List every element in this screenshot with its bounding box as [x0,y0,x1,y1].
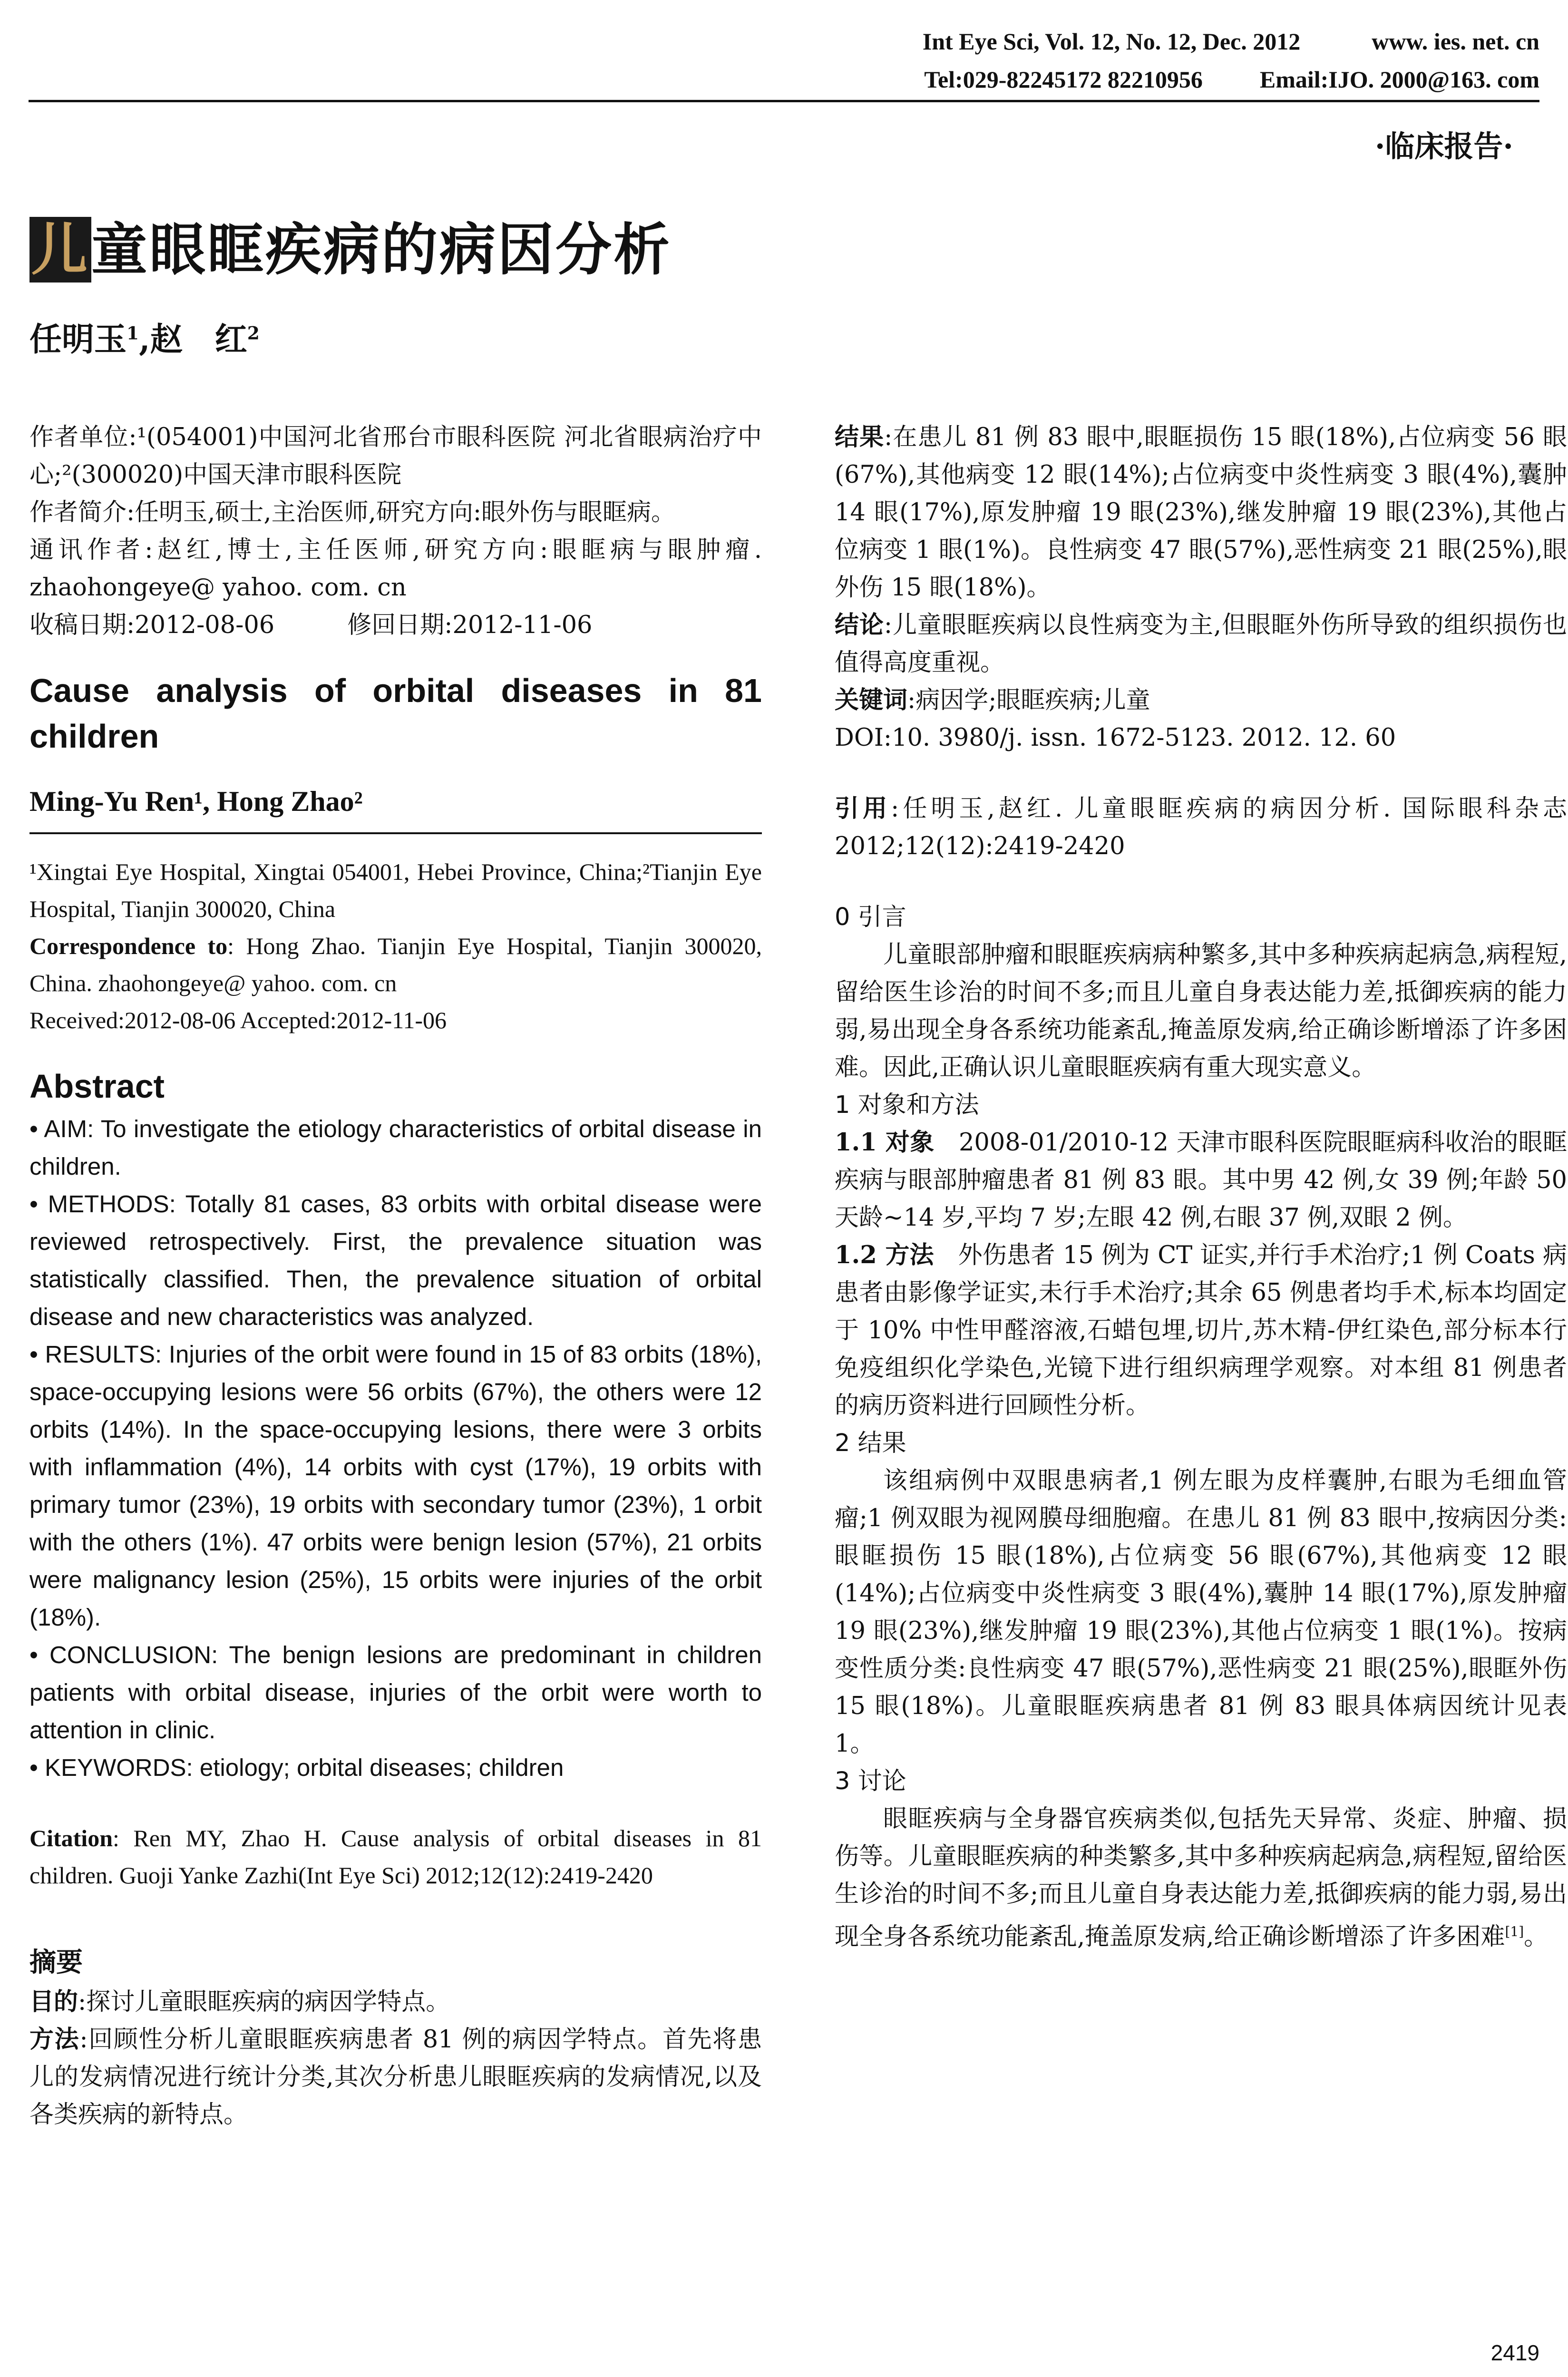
subjects-paragraph [835,1124,1567,1237]
section-tag: ·临床报告· [1374,129,1513,164]
abstract-methods: • METHODS: Totally 81 cases, 83 orbits with orbital disease were reviewed retrospectively. First, the prevalence situation was statistically classified. Then, the prevalence situation of orbital disease and new characteristics was analyzed. [29,1190,762,1330]
author-1-sup: 1 [127,322,139,344]
header-line-1 [923,28,1539,55]
aim-cn-text: :探讨儿童眼眶疾病的病因学特点。 [78,1988,450,2016]
aim-cn [29,1983,762,2021]
method-label: 1.2 方法 [835,1241,934,1269]
conclusion-cn-text: :儿童眼眶疾病以良性病变为主,但眼眶外伤所导致的组织损伤也值得高度重视。 [835,611,1567,677]
methods-cn-text: :回顾性分析儿童眼眶疾病患者 81 例的病因学特点。首先将患儿的发病情况进行统计分类,其次分析患儿眼眶疾病的发病情况,以及各类疾病的新特点。 [29,2026,762,2129]
keywords-cn [835,682,1567,719]
journal-website: www. ies. net. cn [1372,28,1539,55]
citation-label: Citation [29,1825,113,1851]
page-number: 2419 [1490,2340,1539,2365]
subjects-label: 1.1 对象 [835,1128,935,1157]
citation-text: : Ren MY, Zhao H. Cause analysis of orbital diseases in 81 children. Guoji Yanke Zazhi(Int Eye Sci) 2012;12(12):2419-2420 [29,1825,762,1889]
left-column [29,419,762,2133]
results-cn-label: 结果 [835,423,885,451]
citation-cn-text: :任明玉,赵红. 儿童眼眶疾病的病因分析. 国际眼科杂志 2012;12(12):2419-2420 [835,795,1567,860]
methods-cn [29,2021,762,2133]
subjects-text: 2008-01/2010-12 天津市眼科医院眼眶病科收治的眼眶疾病与眼部肿瘤患者 81 例 83 眼。其中男 42 例,女 39 例;年龄 50 天龄~14 岁,平均 7 岁;左眼 42 例,右眼 37 例,双眼 2 例。 [835,1129,1568,1232]
author-sep: ,赵 红 [139,321,247,359]
correspondence-label: Correspondence to [29,933,228,959]
citation-en [29,1820,762,1894]
abstract-keywords: • KEYWORDS: etiology; orbital diseases; children [29,1754,564,1781]
discussion-body [835,1800,1567,1956]
header-rule [29,100,1539,102]
title-rest: 童眼眶疾病的病因分析 [91,217,672,283]
bio-cn: 作者简介:任明玉,硕士,主治医师,研究方向:眼外伤与眼眶病。 [29,498,676,526]
correspondence-cn: 通讯作者:赵红,博士,主任医师,研究方向:眼眶病与眼肿瘤. zhaohongeye@ yahoo. com. cn [29,536,762,602]
citation-cn-label: 引用 [835,794,891,823]
abstract-conclusion: • CONCLUSION: The benign lesions are predominant in children patients with orbital disease, injuries of the orbit were worth to attention in clinic. [29,1641,762,1744]
english-correspondence [29,927,762,1002]
article-title [29,205,672,285]
conclusion-cn-label: 结论 [835,611,884,639]
journal-citation: Int Eye Sci, Vol. 12, No. 12, Dec. 2012 [922,28,1301,55]
english-title: Cause analysis of orbital diseases in 81 children [29,672,762,755]
method-text: 外伤患者 15 例为 CT 证实,并行手术治疗;1 例 Coats 病患者由影像学证实,未行手术治疗;其余 65 例患者均手术,标本均固定于 10% 中性甲醛溶液,石蜡包埋,切片,苏木精-伊红染色,部分标本行免疫组织化学染色,光镜下进行组织病理学观察。对本组 81 例患者的病历资料进行回顾性分析。 [835,1241,1568,1420]
results-body: 该组病例中双眼患病者,1 例左眼为皮样囊肿,右眼为毛细血管瘤;1 例双眼为视网膜母细胞瘤。在患儿 81 例 83 眼中,按病因分类:眼眶损伤 15 眼(18%),占位病变 56 眼(67%),其他病变 12 眼(14%);占位病变中炎性病变 3 眼(4%),囊肿 14 眼(17%),原发肿瘤 19 眼(23%),继发肿瘤 19 眼(23%),其他占位病变 1 眼(1%)。按病变性质分类:良性病变 47 眼(57%),恶性病变 21 眼(25%),眼眶外伤 15 眼(18%)。儿童眼眶疾病患者 81 例 83 眼具体病因统计见表 1。 [835,1467,1567,1758]
keywords-cn-label: 关键词 [835,686,908,714]
results-cn-text: :在患儿 81 例 83 眼中,眼眶损伤 15 眼(18%),占位病变 56 眼(67%),其他病变 12 眼(14%);占位病变中炎性病变 3 眼(4%),囊肿 14 眼(17%),原发肿瘤 19 眼(23%),继发肿瘤 19 眼(23%),其他占位病变 1 眼(1%)。良性病变 47 眼(57%),恶性病变 21 眼(25%),眼外伤 15 眼(18%)。 [835,423,1567,602]
english-affiliation: ¹Xingtai Eye Hospital, Xingtai 054001, Hebei Province, China;²Tianjin Eye Hospital, Tianjin 300020, China [29,858,762,922]
method-paragraph [835,1237,1567,1424]
results-cn [835,419,1567,606]
conclusion-cn [835,606,1567,682]
abstract-heading: Abstract [29,1068,165,1105]
english-authors: Ming-Yu Ren¹, Hong Zhao² [29,786,363,817]
methods-heading: 1 对象和方法 [835,1091,979,1119]
discussion-end: 。 [1524,1923,1549,1951]
citation-cn [835,790,1567,865]
affiliation-cn: 作者单位:¹(054001)中国河北省邢台市眼科医院 河北省眼病治疗中心;²(300020)中国天津市眼科医院 [29,423,762,489]
journal-email: Email:IJO. 2000@163. com [1259,66,1539,93]
header-line-2 [924,66,1539,93]
discussion-text: 眼眶疾病与全身器官疾病类似,包括先天异常、炎症、肿瘤、损伤等。儿童眼眶疾病的种类繁多,其中多种疾病起病急,病程短,留给医生诊治的时间不多;而且儿童自身表达能力差,抵御疾病的能力弱,易出现全身各系统功能紊乱,掩盖原发病,给正确诊断增添了许多困难 [835,1805,1567,1951]
abstract-aim: • AIM: To investigate the etiology characteristics of orbital disease in children. [29,1115,762,1180]
journal-tel: Tel:029-82245172 82210956 [924,66,1203,93]
correspondence-text: : Hong Zhao. Tianjin Eye Hospital, Tianjin 300020, China. zhaohongeye@ yahoo. com. cn [29,933,762,996]
english-dates: Received:2012-08-06 Accepted:2012-11-06 [29,1007,447,1033]
right-column [835,419,1567,1956]
authors-cn [29,314,260,360]
author-1-cn: 任明玉 [29,321,127,359]
authors-rule [29,832,762,834]
doi: DOI:10. 3980/j. issn. 1672-5123. 2012. 12. 60 [835,724,1396,752]
abstract-heading-cn: 摘要 [29,1947,83,1978]
journal-header [29,0,1539,102]
methods-cn-label: 方法 [29,2025,80,2054]
intro-body: 儿童眼部肿瘤和眼眶疾病病种繁多,其中多种疾病起病急,病程短,留给医生诊治的时间不多;而且儿童自身表达能力差,抵御疾病的能力弱,易出现全身各系统功能紊乱,掩盖原发病,给正确诊断增添了许多困难。因此,正确认识儿童眼眶疾病有重大现实意义。 [835,941,1567,1081]
intro-heading: 0 引言 [835,903,906,931]
abstract-results: • RESULTS: Injuries of the orbit were found in 15 of 83 orbits (18%), space-occupying lesions were 56 orbits (67%), the others were 12 orbits (14%). In the space-occupying lesions, there were 3 orbits with inflammation (4%), 14 orbits with cyst (17%), 19 orbits with primary tumor (23%), 19 orbits with secondary tumor (23%), 1 orbit with the others (1%). 47 orbits were benign lesion (57%), 21 orbits were malignancy lesion (25%), 15 orbits were injuries of the orbit (18%). [29,1341,762,1631]
dates-cn: 收稿日期:2012-08-06 修回日期:2012-11-06 [29,611,593,639]
aim-cn-label: 目的 [29,1987,78,2016]
reference-marker[interactable]: [1] [1505,1924,1524,1939]
author-2-sup: 2 [247,322,260,344]
title-initial: 儿 [29,217,91,283]
results-heading: 2 结果 [835,1429,906,1457]
discussion-heading: 3 讨论 [835,1767,906,1795]
keywords-cn-text: :病因学;眼眶疾病;儿童 [907,686,1150,714]
